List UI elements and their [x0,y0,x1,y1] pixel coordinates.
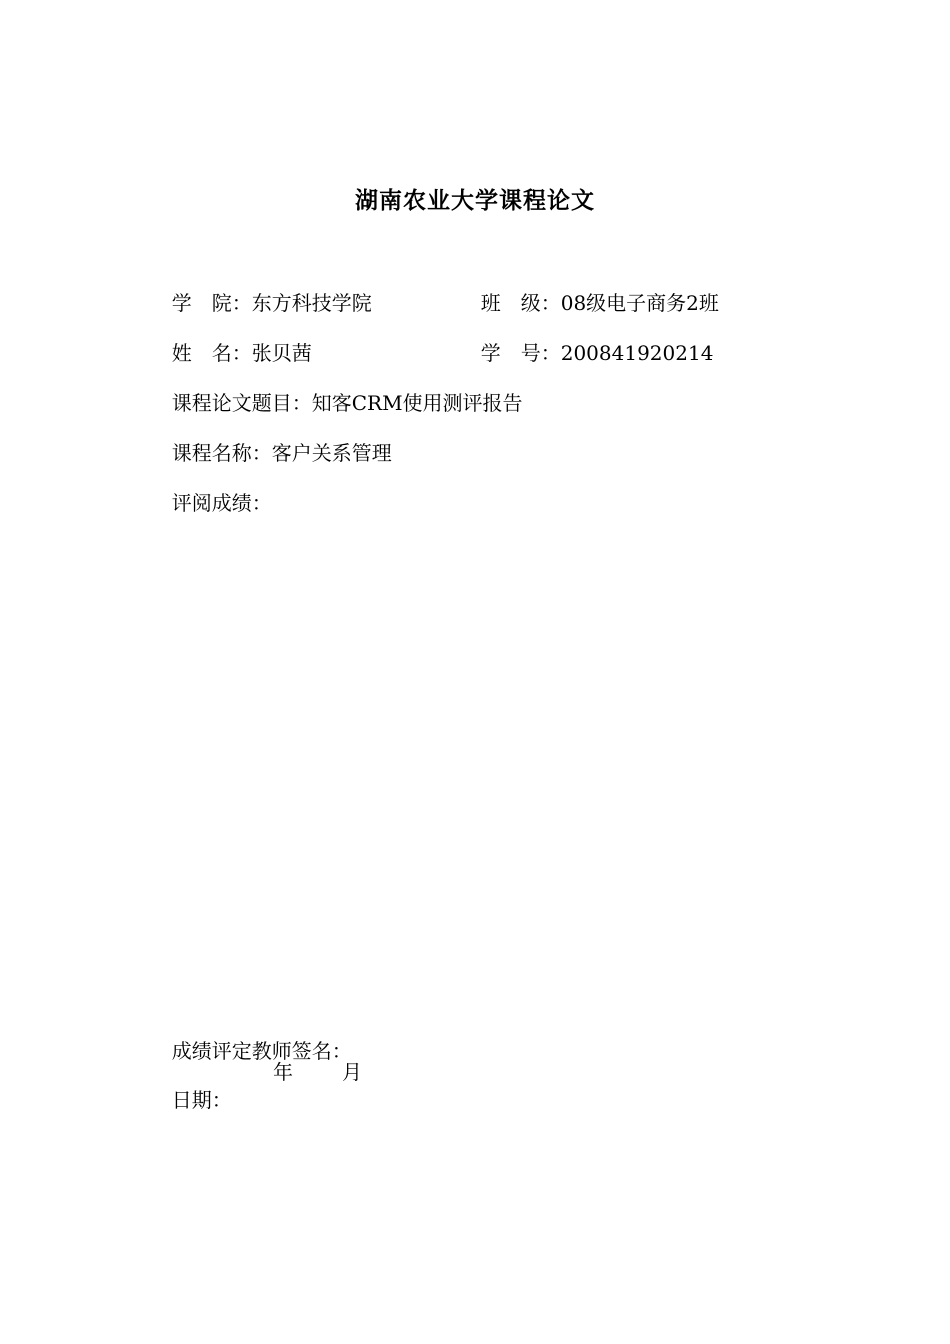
topic-colon: ： [291,391,312,415]
name-value: 张贝茜 [251,341,312,365]
student-id-label: 学 号 [480,341,541,365]
name-field [159,311,312,367]
course-field [159,411,392,467]
college-value: 东方科技学院 [251,291,372,315]
date-month-unit: 月 [342,1060,362,1084]
class-label: 班 级 [480,291,541,315]
grade-colon: ： [251,491,272,515]
date-year-unit: 年 [273,1060,293,1084]
college-field [159,261,372,317]
date-colon: ： [211,1088,232,1112]
topic-field [159,361,523,417]
college-colon: ： [231,291,252,315]
student-id-value: 200841920214 [560,341,714,365]
student-id-field [468,311,713,367]
college-label: 学 院 [171,291,232,315]
class-colon: ： [540,291,561,315]
document-title: 湖南农业大学课程论文 [355,188,595,214]
class-value: 08级电子商务2班 [560,291,719,315]
name-colon: ： [231,341,252,365]
class-field [468,261,719,317]
topic-label: 课程论文题目 [171,391,292,415]
topic-value: 知客CRM使用测评报告 [311,391,523,415]
course-value: 客户关系管理 [271,441,392,465]
name-label: 姓 名 [171,341,232,365]
date-label: 日期 [171,1088,212,1112]
signature-colon: ： [331,1039,352,1063]
grade-field [159,461,272,517]
signature-label: 成绩评定教师签名 [171,1039,332,1063]
course-label: 课程名称 [171,441,252,465]
student-id-colon: ： [540,341,561,365]
course-colon: ： [251,441,272,465]
grade-label: 评阅成绩 [171,491,252,515]
signature-field [159,1009,352,1065]
